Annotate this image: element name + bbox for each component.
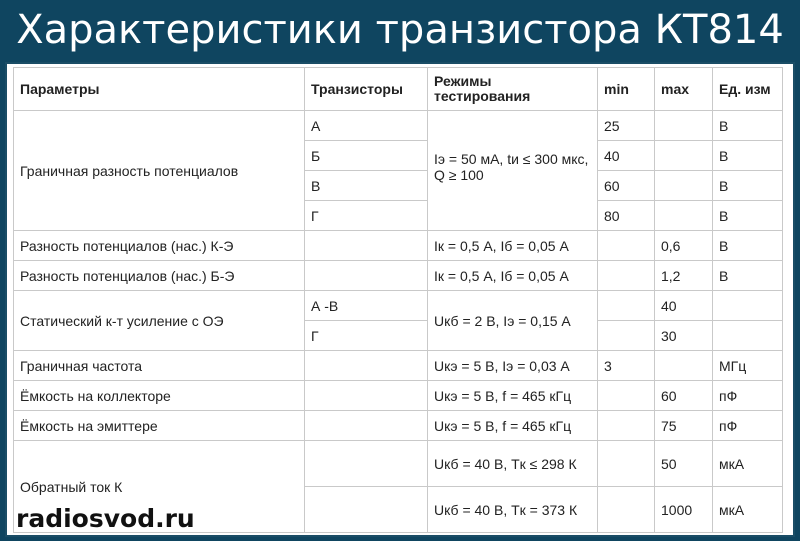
transistor-cell xyxy=(305,487,428,533)
table-row xyxy=(14,381,783,411)
min-cell xyxy=(598,411,655,441)
param-cell: Ёмкость на эмиттере xyxy=(14,411,305,441)
max-cell: 1,2 xyxy=(655,261,713,291)
min-cell xyxy=(598,441,655,487)
unit-cell: В xyxy=(713,111,783,141)
mode-cell: Iк = 0,5 А, Iб = 0,05 А xyxy=(428,261,598,291)
table-row xyxy=(14,411,783,441)
transistor-cell: Б xyxy=(305,141,428,171)
mode-cell: Uкэ = 5 В, f = 465 кГц xyxy=(428,411,598,441)
min-cell xyxy=(598,381,655,411)
max-cell: 50 xyxy=(655,441,713,487)
min-cell xyxy=(598,231,655,261)
table-row xyxy=(14,111,783,141)
header-max: max xyxy=(655,68,713,111)
unit-cell: пФ xyxy=(713,411,783,441)
max-cell xyxy=(655,351,713,381)
min-cell xyxy=(598,291,655,321)
unit-cell xyxy=(713,291,783,321)
max-cell: 75 xyxy=(655,411,713,441)
table-row xyxy=(14,261,783,291)
table-row xyxy=(14,351,783,381)
param-cell: Разность потенциалов (нас.) Б-Э xyxy=(14,261,305,291)
mode-cell: Iэ = 50 мА, tи ≤ 300 мкс, Q ≥ 100 xyxy=(428,111,598,231)
mode-cell: Uкб = 40 В, Tк = 373 К xyxy=(428,487,598,533)
header-unit: Ед. изм xyxy=(713,68,783,111)
max-cell xyxy=(655,111,713,141)
min-cell: 40 xyxy=(598,141,655,171)
unit-cell: мкА xyxy=(713,487,783,533)
transistor-cell: А -В xyxy=(305,291,428,321)
transistor-cell: Г xyxy=(305,201,428,231)
transistor-cell xyxy=(305,381,428,411)
param-cell: Статический к-т усиление с ОЭ xyxy=(14,291,305,351)
unit-cell: В xyxy=(713,261,783,291)
site-watermark: radiosvod.ru xyxy=(16,504,195,533)
min-cell xyxy=(598,321,655,351)
transistor-cell: В xyxy=(305,171,428,201)
max-cell: 0,6 xyxy=(655,231,713,261)
table-row xyxy=(14,231,783,261)
table-row xyxy=(14,441,783,487)
max-cell: 30 xyxy=(655,321,713,351)
param-cell: Граничная частота xyxy=(14,351,305,381)
spec-table xyxy=(13,67,783,533)
unit-cell: В xyxy=(713,171,783,201)
min-cell: 60 xyxy=(598,171,655,201)
header-transistors: Транзисторы xyxy=(305,68,428,111)
max-cell: 1000 xyxy=(655,487,713,533)
header-test-modes: Режимы тестирования xyxy=(428,68,598,111)
transistor-cell: А xyxy=(305,111,428,141)
max-cell: 60 xyxy=(655,381,713,411)
header-params: Параметры xyxy=(14,68,305,111)
transistor-cell xyxy=(305,231,428,261)
unit-cell: В xyxy=(713,231,783,261)
param-cell: Обратный ток К xyxy=(14,441,305,533)
unit-cell: МГц xyxy=(713,351,783,381)
transistor-cell: Г xyxy=(305,321,428,351)
unit-cell: В xyxy=(713,201,783,231)
min-cell xyxy=(598,261,655,291)
unit-cell xyxy=(713,321,783,351)
param-cell: Разность потенциалов (нас.) К-Э xyxy=(14,231,305,261)
max-cell xyxy=(655,201,713,231)
unit-cell: В xyxy=(713,141,783,171)
mode-cell: Uкэ = 5 В, f = 465 кГц xyxy=(428,381,598,411)
table-row xyxy=(14,291,783,321)
mode-cell: Iк = 0,5 А, Iб = 0,05 А xyxy=(428,231,598,261)
max-cell xyxy=(655,141,713,171)
min-cell: 3 xyxy=(598,351,655,381)
min-cell: 25 xyxy=(598,111,655,141)
mode-cell: Uкб = 40 В, Tк ≤ 298 К xyxy=(428,441,598,487)
transistor-cell xyxy=(305,411,428,441)
transistor-cell xyxy=(305,261,428,291)
transistor-cell xyxy=(305,351,428,381)
mode-cell: Uкэ = 5 В, Iэ = 0,03 А xyxy=(428,351,598,381)
page-title: Характеристики транзистора КТ814 xyxy=(16,7,784,53)
spec-table-container xyxy=(5,62,795,537)
max-cell: 40 xyxy=(655,291,713,321)
mode-cell: Uкб = 2 В, Iэ = 0,15 А xyxy=(428,291,598,351)
param-cell: Ёмкость на коллекторе xyxy=(14,381,305,411)
table-header-row xyxy=(14,68,783,111)
max-cell xyxy=(655,171,713,201)
transistor-cell xyxy=(305,441,428,487)
min-cell xyxy=(598,487,655,533)
header-min: min xyxy=(598,68,655,111)
param-cell: Граничная разность потенциалов xyxy=(14,111,305,231)
min-cell: 80 xyxy=(598,201,655,231)
unit-cell: пФ xyxy=(713,381,783,411)
unit-cell: мкА xyxy=(713,441,783,487)
